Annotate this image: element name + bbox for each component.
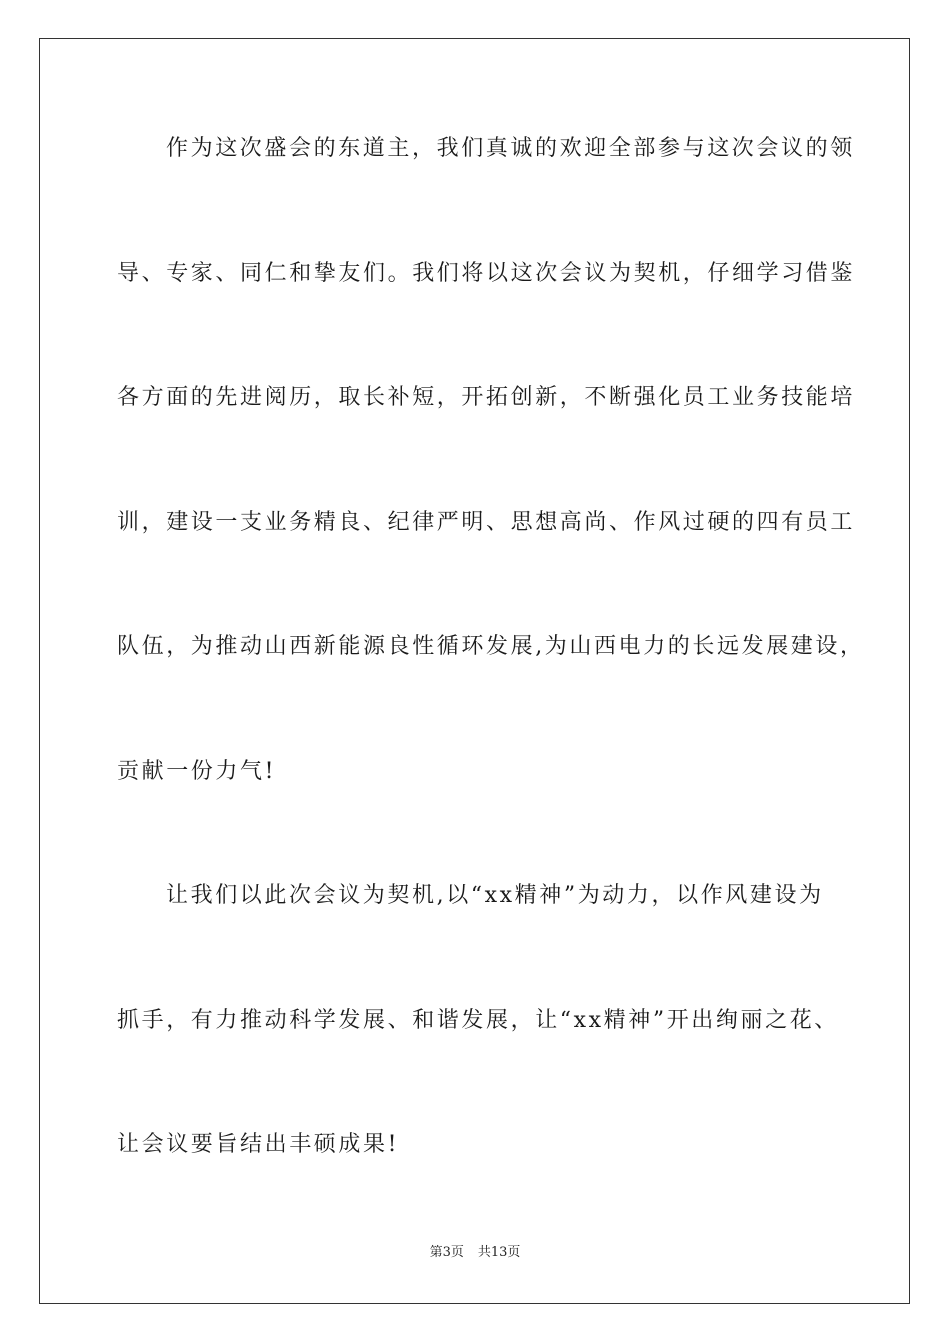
page-frame xyxy=(39,38,910,1304)
paragraph-1-line-2: 导、专家、同仁和挚友们。我们将以这次会议为契机，仔细学习借鉴 xyxy=(117,261,856,286)
paragraph-1-line-6: 贡献一份力气! xyxy=(117,759,277,784)
page-number: 第3页 xyxy=(429,1245,464,1260)
paragraph-1-line-1: 作为这次盛会的东道主，我们真诚的欢迎全部参与这次会议的领 xyxy=(166,136,855,161)
paragraph-2-line-1: 让我们以此次会议为契机,以“xx精神”为动力，以作风建设为 xyxy=(166,883,824,908)
paragraph-1-line-3: 各方面的先进阅历，取长补短，开拓创新，不断强化员工业务技能培 xyxy=(117,385,856,410)
paragraph-1-line-4: 训，建设一支业务精良、纪律严明、思想高尚、作风过硬的四有员工 xyxy=(117,510,856,535)
page-total: 共13页 xyxy=(477,1245,521,1260)
paragraph-2-line-3: 让会议要旨结出丰硕成果! xyxy=(117,1132,400,1157)
paragraph-1-line-5: 队伍，为推动山西新能源良性循环发展,为山西电力的长远发展建设， xyxy=(117,634,865,659)
paragraph-2-line-2: 抓手，有力推动科学发展、和谐发展，让“xx精神”开出绚丽之花、 xyxy=(117,1008,839,1033)
page-footer xyxy=(0,1244,950,1262)
